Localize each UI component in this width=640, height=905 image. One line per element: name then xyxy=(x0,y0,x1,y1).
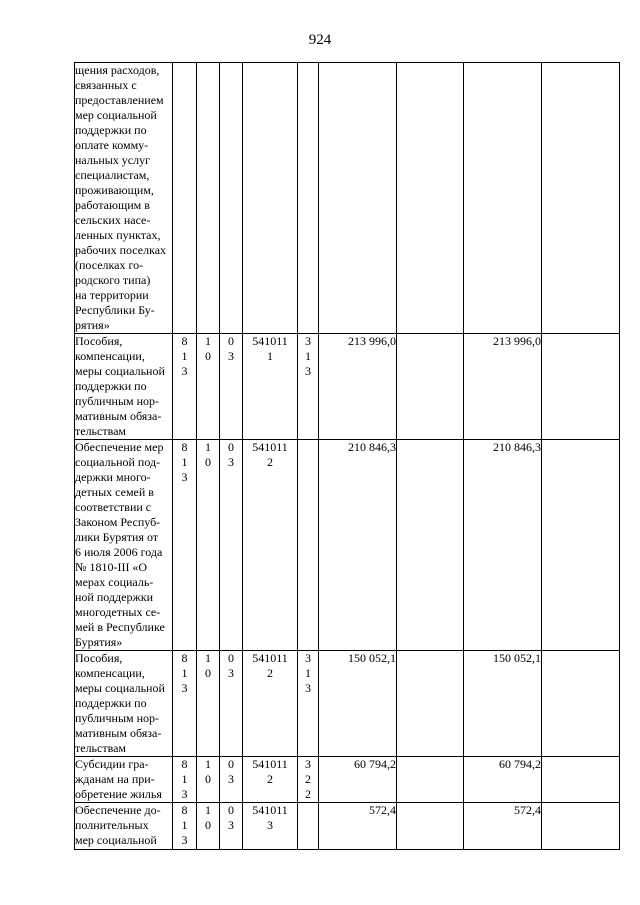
ministry-code: 3 xyxy=(181,470,188,484)
section-code-cell xyxy=(197,803,220,850)
expense-name-line: лики Бурятия от xyxy=(75,530,159,544)
total-cell: 572,4 xyxy=(464,803,542,850)
subsection-code: 3 xyxy=(228,772,234,786)
expense-name-line: (поселках го- xyxy=(75,258,144,272)
empty-cell xyxy=(542,440,620,651)
expense-type-code: 3 xyxy=(305,651,311,665)
target-article-code: 541011 xyxy=(252,803,288,817)
expense-type-code-cell xyxy=(298,757,319,803)
section-code-cell xyxy=(197,334,220,440)
total-cell: 213 996,0 xyxy=(464,334,542,440)
target-article-code-cell xyxy=(243,803,298,850)
target-article-code-cell xyxy=(243,334,298,440)
ministry-code: 3 xyxy=(181,833,188,847)
amount-cell: 150 052,1 xyxy=(319,651,397,757)
amount-cell: 213 996,0 xyxy=(319,334,397,440)
expense-name-line: детных семей в xyxy=(75,485,154,499)
expense-type-code-cell xyxy=(298,803,319,850)
ministry-code-cell xyxy=(173,803,197,850)
empty-cell xyxy=(397,757,464,803)
amount-cell: 210 846,3 xyxy=(319,440,397,651)
amount-cell: 572,4 xyxy=(319,803,397,850)
section-code: 0 xyxy=(205,349,211,363)
expense-name-line: тельствам xyxy=(75,424,127,438)
total-cell: 150 052,1 xyxy=(464,651,542,757)
section-code: 1 xyxy=(205,440,211,454)
table-row xyxy=(75,803,620,850)
expense-type-code: 1 xyxy=(305,349,311,363)
expense-type-code: 3 xyxy=(305,757,311,771)
ministry-code-cell xyxy=(173,440,197,651)
empty-cell xyxy=(397,63,464,334)
ministry-code-cell xyxy=(173,334,197,440)
expense-type-code: 3 xyxy=(305,364,311,378)
expense-type-code: 2 xyxy=(305,772,311,786)
total-cell: 60 794,2 xyxy=(464,757,542,803)
ministry-code: 1 xyxy=(181,349,188,363)
expense-name-line: 6 июля 2006 года xyxy=(75,545,163,559)
expense-name-line: Субсидии гра- xyxy=(75,757,149,771)
expense-name-cell xyxy=(75,63,173,334)
table-row xyxy=(75,440,620,651)
target-article-code: 541011 xyxy=(252,651,288,665)
expense-name-line: компенсации, xyxy=(75,349,145,363)
subsection-code: 3 xyxy=(228,349,234,363)
expense-name-line: сельских насе- xyxy=(75,213,151,227)
expense-name-line: мер социальной xyxy=(75,833,157,847)
ministry-code-cell xyxy=(173,757,197,803)
target-article-code: 541011 xyxy=(252,440,288,454)
table-row xyxy=(75,63,620,334)
target-article-code: 541011 xyxy=(252,757,288,771)
target-article-code: 2 xyxy=(267,666,273,680)
empty-cell xyxy=(542,63,620,334)
empty-cell xyxy=(397,334,464,440)
empty-cell xyxy=(542,334,620,440)
subsection-code-cell xyxy=(220,334,243,440)
expense-name-line: рабочих поселках xyxy=(75,243,167,257)
section-code: 0 xyxy=(205,455,211,469)
subsection-code: 0 xyxy=(228,757,234,771)
section-code: 1 xyxy=(205,651,211,665)
expense-name-line: связанных с xyxy=(75,78,137,92)
expense-name-line: нальных услуг xyxy=(75,153,151,167)
ministry-code: 3 xyxy=(181,681,188,695)
target-article-code: 2 xyxy=(267,772,273,786)
expense-name-line: социальной под- xyxy=(75,455,161,469)
ministry-code-cell xyxy=(173,651,197,757)
ministry-code: 3 xyxy=(181,364,188,378)
expense-name-line: предоставлением xyxy=(75,93,164,107)
ministry-code: 3 xyxy=(181,787,188,801)
empty-cell xyxy=(397,651,464,757)
amount-cell xyxy=(319,63,397,334)
subsection-code-cell xyxy=(220,757,243,803)
amount-cell: 60 794,2 xyxy=(319,757,397,803)
expense-name-line: держки много- xyxy=(75,470,151,484)
expense-name-line: публичным нор- xyxy=(75,394,160,408)
target-article-code-cell xyxy=(243,63,298,334)
table-body xyxy=(75,63,620,850)
expense-name-cell xyxy=(75,334,173,440)
section-code-cell xyxy=(197,757,220,803)
subsection-code: 0 xyxy=(228,803,234,817)
target-article-code: 541011 xyxy=(252,334,288,348)
total-cell: 210 846,3 xyxy=(464,440,542,651)
expense-name-line: ной поддержки xyxy=(75,590,153,604)
expense-name-line: жданам на при- xyxy=(75,772,155,786)
expense-name-line: Республики Бу- xyxy=(75,303,155,317)
ministry-code: 8 xyxy=(181,651,188,665)
expense-name-line: соответствии с xyxy=(75,500,152,514)
expense-name-line: Бурятия» xyxy=(75,635,123,649)
expense-name-line: Пособия, xyxy=(75,334,123,348)
ministry-code: 8 xyxy=(181,803,188,817)
expense-name-cell xyxy=(75,651,173,757)
expense-name-line: меры социальной xyxy=(75,364,165,378)
expense-name-line: ленных пунктах, xyxy=(75,228,161,242)
target-article-code: 2 xyxy=(267,455,273,469)
expense-type-code-cell xyxy=(298,334,319,440)
table-row xyxy=(75,334,620,440)
expense-name-line: компенсации, xyxy=(75,666,145,680)
expense-name-line: Пособия, xyxy=(75,651,123,665)
section-code: 1 xyxy=(205,334,211,348)
expense-name-line: рятия» xyxy=(75,318,110,332)
ministry-code: 8 xyxy=(181,757,188,771)
ministry-code: 8 xyxy=(181,334,188,348)
subsection-code: 0 xyxy=(228,334,234,348)
expense-name-line: специалистам, xyxy=(75,168,150,182)
expense-name-line: Обеспечение до- xyxy=(75,803,161,817)
expense-name-line: публичным нор- xyxy=(75,711,160,725)
expense-name-line: оплате комму- xyxy=(75,138,149,152)
target-article-code: 1 xyxy=(267,349,273,363)
expense-name-line: работающим в xyxy=(75,198,150,212)
empty-cell xyxy=(542,803,620,850)
expense-name-line: щения расходов, xyxy=(75,63,160,77)
expense-name-line: родского типа) xyxy=(75,273,151,287)
expense-name-line: многодетных се- xyxy=(75,605,161,619)
subsection-code-cell xyxy=(220,651,243,757)
expense-name-cell xyxy=(75,440,173,651)
expense-name-cell xyxy=(75,803,173,850)
table-row xyxy=(75,651,620,757)
ministry-code-cell xyxy=(173,63,197,334)
expense-name-line: Законом Респуб- xyxy=(75,515,161,529)
expense-name-line: поддержки по xyxy=(75,379,147,393)
expense-name-line: мативным обяза- xyxy=(75,409,162,423)
subsection-code-cell xyxy=(220,63,243,334)
expense-type-code: 2 xyxy=(305,787,311,801)
empty-cell xyxy=(542,651,620,757)
expense-type-code-cell xyxy=(298,651,319,757)
expense-type-code-cell xyxy=(298,63,319,334)
subsection-code-cell xyxy=(220,440,243,651)
expense-name-line: поддержки по xyxy=(75,123,147,137)
ministry-code: 8 xyxy=(181,440,188,454)
section-code: 1 xyxy=(205,757,211,771)
expense-name-line: Обеспечение мер xyxy=(75,440,164,454)
ministry-code: 1 xyxy=(181,772,188,786)
subsection-code-cell xyxy=(220,803,243,850)
target-article-code-cell xyxy=(243,440,298,651)
expense-name-line: мей в Республике xyxy=(75,620,165,634)
target-article-code: 3 xyxy=(267,818,273,832)
subsection-code: 3 xyxy=(228,455,234,469)
budget-table xyxy=(74,62,620,850)
empty-cell xyxy=(397,440,464,651)
expense-name-line: № 1810-III «О xyxy=(75,560,148,574)
expense-name-line: тельствам xyxy=(75,741,127,755)
empty-cell xyxy=(542,757,620,803)
page-number: 924 xyxy=(308,32,332,48)
subsection-code: 0 xyxy=(228,440,234,454)
expense-name-line: полнительных xyxy=(75,818,149,832)
expense-name-cell xyxy=(75,757,173,803)
target-article-code-cell xyxy=(243,757,298,803)
expense-type-code-cell xyxy=(298,440,319,651)
expense-type-code: 1 xyxy=(305,666,311,680)
section-code-cell xyxy=(197,63,220,334)
expense-name-line: поддержки по xyxy=(75,696,147,710)
subsection-code: 0 xyxy=(228,651,234,665)
expense-name-line: мерах социаль- xyxy=(75,575,154,589)
expense-name-line: меры социальной xyxy=(75,681,165,695)
empty-cell xyxy=(397,803,464,850)
section-code-cell xyxy=(197,651,220,757)
section-code-cell xyxy=(197,440,220,651)
target-article-code-cell xyxy=(243,651,298,757)
expense-name-line: обретение жилья xyxy=(75,787,162,801)
table-row xyxy=(75,757,620,803)
ministry-code: 1 xyxy=(181,666,188,680)
section-code: 0 xyxy=(205,818,211,832)
expense-name-line: проживающим, xyxy=(75,183,154,197)
ministry-code: 1 xyxy=(181,455,188,469)
expense-type-code: 3 xyxy=(305,334,311,348)
section-code: 1 xyxy=(205,803,211,817)
ministry-code: 1 xyxy=(181,818,188,832)
total-cell xyxy=(464,63,542,334)
expense-type-code: 3 xyxy=(305,681,311,695)
expense-name-line: мер социальной xyxy=(75,108,157,122)
subsection-code: 3 xyxy=(228,666,234,680)
expense-name-line: на территории xyxy=(75,288,149,302)
section-code: 0 xyxy=(205,666,211,680)
section-code: 0 xyxy=(205,772,211,786)
expense-name-line: мативным обяза- xyxy=(75,726,162,740)
subsection-code: 3 xyxy=(228,818,234,832)
